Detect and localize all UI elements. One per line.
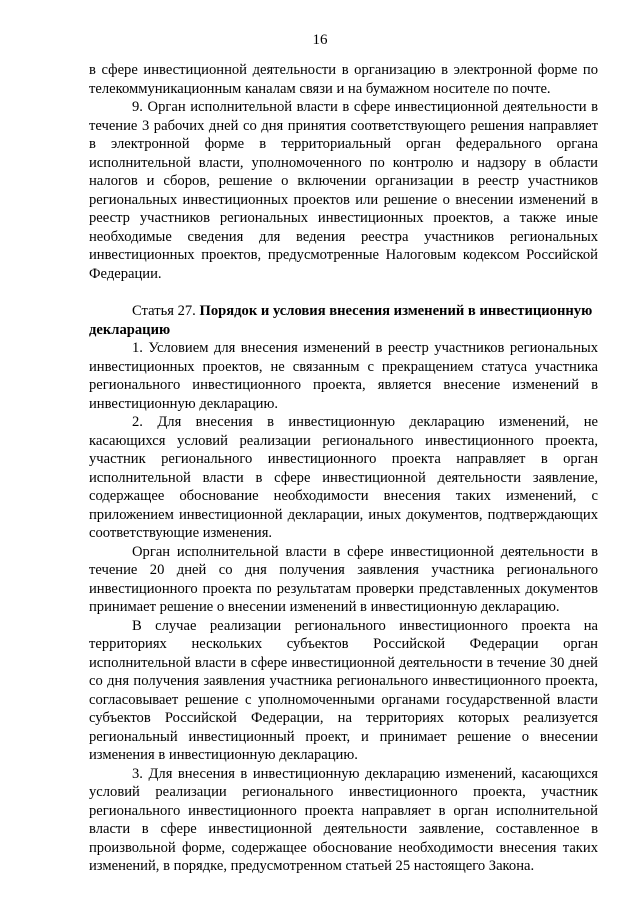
article-paragraph-2: 2. Для внесения в инвестиционную декларацию изменений, не касающихся условий реализации регионального инвестиционного проекта, участник регионального инвестиционного проекта направляет в орган исполнительной власти в сфере инвестиционной деятельности заявление, содержащее обоснование необходимости внесения таких изменений, с приложением инвестиционной декларации, иных документов, подтверждающих соответствующие изменения. — [89, 414, 598, 541]
paragraph-continuation: в сфере инвестиционной деятельности в организацию в электронной форме по телекоммуникационным каналам связи и на бумажном носителе по почте. — [89, 62, 598, 97]
page-number: 16 — [312, 32, 328, 48]
paragraph-item-9: 9. Орган исполнительной власти в сфере инвестиционной деятельности в течение 3 рабочих дней со дня принятия соответствующего решения направляет в электронной форме в территориальный орган федерального органа исполнительной власти, уполномоченного по контролю и надзору в области налогов и сборов, решение о включении организации в реестр участников региональных инвестиционных проектов или решение о внесении изменений в реестр участников региональных инвестиционных проектов, а также иные необходимые сведения для ведения реестра участников региональных инвестиционных проектов, предусмотренные Налоговым кодексом Российской Федерации. — [89, 99, 598, 282]
article-paragraph-1: 1. Условием для внесения изменений в реестр участников региональных инвестиционных проектов, не связанным с прекращением статуса участника регионального инвестиционного проекта, является внесение изменений в инвестиционную декларацию. — [89, 340, 598, 412]
document-body — [89, 61, 598, 876]
article-paragraph-3: 3. Для внесения в инвестиционную декларацию изменений, касающихся условий реализации регионального инвестиционного проекта, участник регионального инвестиционного проекта направляет в орган исполнительной власти в сфере инвестиционной деятельности заявление, составленное в произвольной форме, содержащее обоснование необходимости внесения таких изменений, в порядке, предусмотренном статьей 25 настоящего Закона. — [89, 765, 598, 874]
article-label: Статья 27. — [132, 303, 196, 319]
article-heading — [89, 302, 598, 339]
article-paragraph-2-multiregion: В случае реализации регионального инвестиционного проекта на территориях нескольких субъектов Российской Федерации орган исполнительной власти в сфере инвестиционной деятельности в течение 30 дней со дня получения заявления участника регионального инвестиционного проекта, согласовывает решение с уполномоченными органами государственной власти субъектов Российской Федерации, на территориях которых реализуется региональный инвестиционный проект, и принимает решение о внесении изменения в инвестиционную декларацию. — [89, 617, 598, 763]
article-title: Порядок и условия внесения изменений в инвестиционную декларацию — [89, 303, 593, 338]
article-paragraph-2-decision: Орган исполнительной власти в сфере инвестиционной деятельности в течение 20 дней со дня получения заявления участника регионального инвестиционного проекта по результатам проверки представленных документов принимает решение о внесении изменений в инвестиционную декларацию. — [89, 543, 598, 615]
